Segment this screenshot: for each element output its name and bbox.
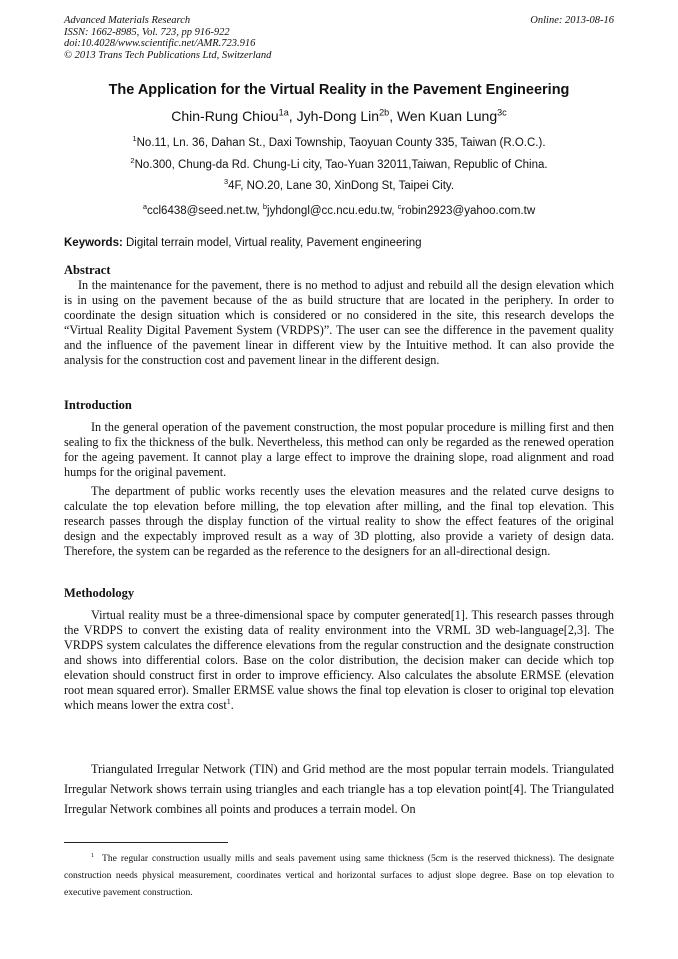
keywords-label: Keywords: [64,237,123,249]
journal-name: Advanced Materials Research [64,15,191,26]
footnote-rule [64,842,228,843]
affiliation-mark: 2 [130,156,135,166]
author-mark: 1a [278,107,289,118]
affiliation [30,134,648,149]
footnote-text: The regular construction usually mills and seals pavement using same thickness (5cm is the reserved thickness). The designate construction needs physical measurement, coordinates vertical and horizontal surfaces to adjust slope degree. Base on top elevation to executive pavement construction. [64,853,615,898]
online-date: Online: 2013-08-16 [530,15,614,26]
copyright-line: © 2013 Trans Tech Publications Ltd, Switzerland [64,49,272,61]
affiliation-text: 4F, NO.20, Lane 30, XinDong St, Taipei City. [228,180,455,192]
affiliation [30,177,648,192]
email-address: jyhdongl@cc.ncu.edu.tw, [267,205,398,217]
affiliation-text: No.11, Ln. 36, Dahan St., Daxi Township, Taoyuan County 335, Taiwan (R.O.C.). [136,137,546,149]
author-list: Chin-Rung Chiou$^{1a}$, Jyh-Dong Lin$^{2b}$, Wen Kuan Lung$^{3c}$ [171,107,507,124]
footnote [64,850,614,901]
introduction-paragraph: In the general operation of the pavement construction, the most popular procedure is milling first and then sealing to fix the thickness of the bulk. Nevertheless, this method can only be regarded as the renewed operation for the ageing pavement. It cannot play a large effect to improve the draining slope, road alignment and road humps for the original pavement. [64,420,614,479]
email-mark: b [262,202,268,212]
email-mark: a [142,202,147,212]
methodology-heading: Methodology [64,586,135,600]
author-mark: 3c [497,107,507,118]
email-address: robin2923@yahoo.com.tw [401,205,536,217]
abstract-heading: Abstract [64,263,111,277]
abstract-text: In the maintenance for the pavement, there is no method to adjust and rebuild all the design elevation which is in using on the pavement because of the as build structure that are located in the periphery. In order to coordinate the design situation which is considered or no considered in the site, this research develops the “Virtual Reality Digital Pavement System (VRDPS)”. The user can see the difference in the pavement quality and the influence of the pavement linear in different view by the Intuitive method. It can also provide the analysis for the construction cost and pavement linear in the different design. [64,278,614,367]
email-mark: c [397,202,402,212]
author-mark: 2b [379,107,390,118]
paper-title: The Application for the Virtual Reality in the Pavement Engineering [108,82,570,98]
introduction-heading: Introduction [64,398,132,412]
footnote-ref: 1 [226,696,231,706]
author-name: Wen Kuan Lung [396,108,498,124]
email-list [30,202,648,217]
methodology-paragraph: Triangulated Irregular Network (TIN) and Grid method are the most popular terrain models. Triangulated Irregular Network shows terrain using triangles and each triangle has a top elevation point[4]. The Triangulated Irregular Network combines all points and produces a terrain model. On [64,762,614,816]
issn-line: ISSN: 1662-8985, Vol. 723, pp 916-922 [64,26,230,38]
introduction-paragraph: The department of public works recently uses the elevation measures and the related curve designs to calculate the top elevation before milling, the top elevation after milling, and the final top elevation. This research passes through the display function of the virtual reality to show the effect features of the original design and the expectably improved result as a way of 3D plotting, also provide a variety of design data. Therefore, the system can be regarded as the reference to the designers for an all-directional design. [64,484,614,558]
footnote-mark: 1 [91,851,95,859]
author-name: Jyh-Dong Lin [296,108,380,124]
affiliation-mark: 1 [132,134,137,144]
keywords-text: Digital terrain model, Virtual reality, Pavement engineering [122,237,422,249]
keywords [64,237,422,249]
methodology-text-end: . [230,698,234,712]
affiliation [30,156,648,171]
methodology-paragraph [64,608,614,713]
doi-line: doi:10.4028/www.scientific.net/AMR.723.916 [64,38,256,49]
affiliation-mark: 3 [223,177,229,187]
methodology-text: Virtual reality must be a three-dimensional space by computer generated[1]. This research passes through the VRDPS to convert the existing data of reality environment into the VRML 3D web-language[2,3]. The VRDPS system calculates the difference elevations from the regular construction and the designate construction and shows into differential colors. Base on the color distribution, the decision maker can decide which top elevation should construct first in order to improve efficiency. Also calculates the absolute ERMSE (elevation root mean squared error). Smaller ERMSE value shows the final top elevation is closer to original top elevation which means lower the extra cost [64,608,614,712]
author-name: Chin-Rung Chiou [171,108,279,124]
journal-header [64,15,271,61]
affiliation-text: No.300, Chung-da Rd. Chung-Li city, Tao-Yuan 32011,Taiwan, Republic of China. [134,159,548,171]
email-address: ccl6438@seed.net.tw, [147,205,263,217]
